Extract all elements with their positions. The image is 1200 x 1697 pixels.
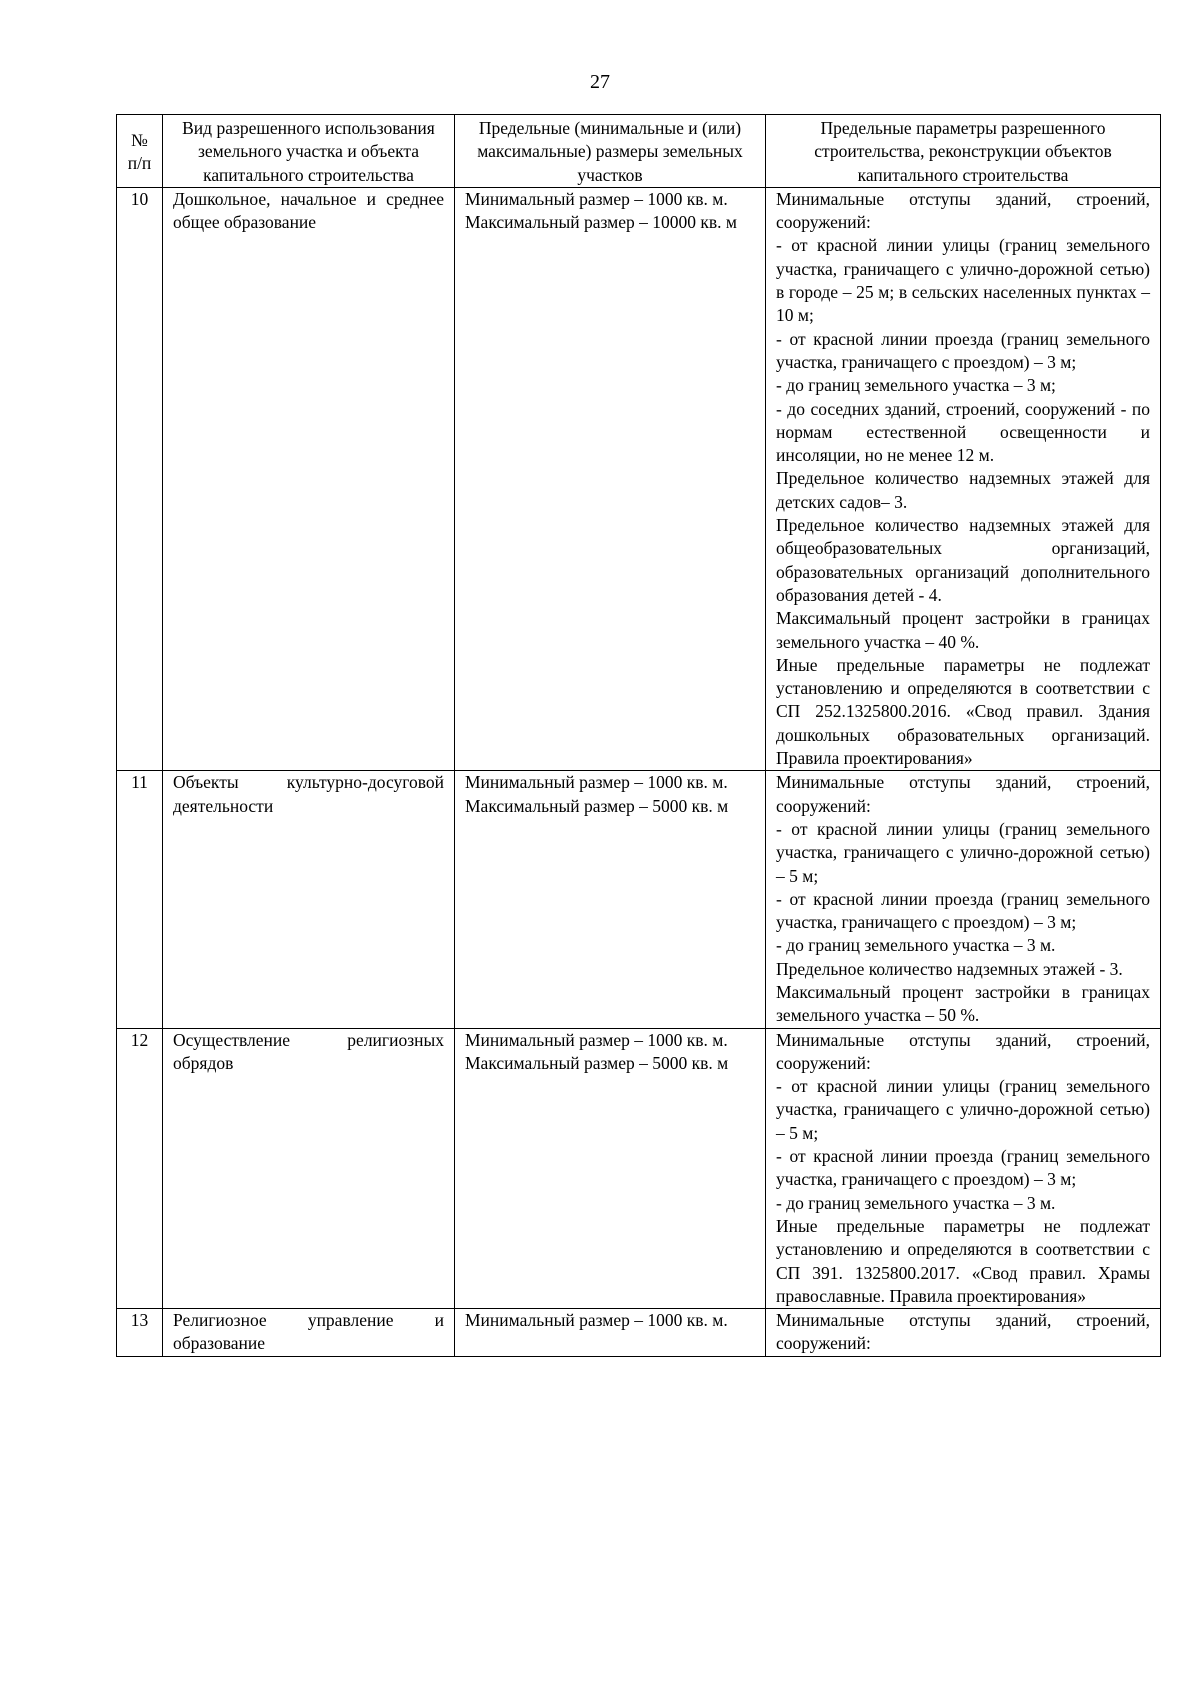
parameter-line: - от красной линии проезда (границ земельного участка, граничащего с проездом) – 3 м; <box>776 1146 1150 1190</box>
plot-size-line: Максимальный размер – 5000 кв. м <box>465 795 729 816</box>
header-parameters: Предельные параметры разрешенного строительства, реконструкции объектов капитального строительства <box>766 115 1161 188</box>
parameter-line: - от красной линии улицы (границ земельного участка, граничащего с улично-дорожной сетью) – 5 м; <box>776 1076 1150 1143</box>
parameter-line: - от красной линии улицы (границ земельного участка, граничащего с улично-дорожной сетью) – 5 м; <box>776 818 1150 886</box>
header-plot-sizes: Предельные (минимальные и (или) максимальные) размеры земельных участков <box>455 115 766 188</box>
parameter-line: Минимальные отступы зданий, строений, сооружений: <box>776 188 1150 233</box>
parameter-line: Минимальные отступы зданий, строений, сооружений: <box>776 772 1150 816</box>
row-use-type: Дошкольное, начальное и среднее общее образование <box>163 187 455 770</box>
plot-size-line: Минимальный размер – 1000 кв. м. <box>465 188 728 209</box>
header-use-type: Вид разрешенного использования земельного участка и объекта капитального строительства <box>163 115 455 188</box>
parameter-line: - от красной линии проезда (границ земельного участка, граничащего с проездом) – 3 м; <box>776 328 1150 372</box>
parameter-line: - от красной линии проезда (границ земельного участка, граничащего с проездом) – 3 м; <box>776 888 1150 933</box>
row-number: 10 <box>117 187 163 770</box>
row-use-type: Объекты культурно-досуговой деятельности <box>163 771 455 1028</box>
parameter-line: - до границ земельного участка – 3 м; <box>776 375 1056 396</box>
parameter-line: Предельное количество надземных этажей для детских садов– 3. <box>776 468 1150 512</box>
parameter-line: Предельное количество надземных этажей - 3. <box>776 958 1123 979</box>
plot-size-line: Максимальный размер – 10000 кв. м <box>465 212 737 233</box>
parameter-line: - до соседних зданий, строений, сооружений - по нормам естественной освещенности и инсоляции, но не менее 12 м. <box>776 398 1150 466</box>
row-plot-sizes <box>455 187 766 770</box>
row-parameters <box>766 187 1161 770</box>
table-row <box>117 1028 1161 1309</box>
row-plot-sizes <box>455 771 766 1028</box>
row-parameters <box>766 771 1161 1028</box>
parameter-line: Минимальные отступы зданий, строений, сооружений: <box>776 1029 1150 1073</box>
header-num: № п/п <box>117 115 163 188</box>
parameter-line: Предельное количество надземных этажей для общеобразовательных организаций, образовательных организаций дополнительного образования детей - 4. <box>776 515 1150 605</box>
row-use-type: Религиозное управление и образование <box>163 1309 455 1357</box>
parameter-line: - от красной линии улицы (границ земельного участка, граничащего с улично-дорожной сетью) в городе – 25 м; в сельских населенных пунктах – 10 м; <box>776 235 1150 326</box>
table-body <box>117 187 1161 1356</box>
page-number: 27 <box>590 71 610 93</box>
parameter-line: Иные предельные параметры не подлежат установлению и определяются в соответствии с СП 391. 1325800.2017. «Свод правил. Храмы православные. Правила проектирования» <box>776 1215 1150 1306</box>
plot-size-line: Минимальный размер – 1000 кв. м. <box>465 772 728 793</box>
parameter-line: Максимальный процент застройки в границах земельного участка – 50 %. <box>776 981 1150 1026</box>
row-plot-sizes <box>455 1028 766 1309</box>
row-number: 13 <box>117 1309 163 1357</box>
row-use-type: Осуществление религиозных обрядов <box>163 1028 455 1309</box>
plot-size-line: Минимальный размер – 1000 кв. м. <box>465 1310 728 1331</box>
parameter-line: - до границ земельного участка – 3 м. <box>776 1192 1056 1213</box>
parameter-line: Иные предельные параметры не подлежат установлению и определяются в соответствии с СП 252.1325800.2016. «Свод правил. Здания дошкольных образовательных организаций. Правила проектирования» <box>776 654 1150 769</box>
row-parameters <box>766 1309 1161 1357</box>
parameter-line: Минимальные отступы зданий, строений, сооружений: <box>776 1310 1150 1354</box>
regulations-table <box>116 114 1161 1357</box>
row-number: 12 <box>117 1028 163 1309</box>
plot-size-line: Минимальный размер – 1000 кв. м. <box>465 1029 728 1050</box>
table-row <box>117 771 1161 1028</box>
parameter-line: Максимальный процент застройки в границах земельного участка – 40 %. <box>776 608 1150 652</box>
row-plot-sizes <box>455 1309 766 1357</box>
table-row <box>117 187 1161 770</box>
row-parameters <box>766 1028 1161 1309</box>
plot-size-line: Максимальный размер – 5000 кв. м <box>465 1052 729 1073</box>
row-number: 11 <box>117 771 163 1028</box>
table-header-row <box>117 115 1161 188</box>
table-row <box>117 1309 1161 1357</box>
parameter-line: - до границ земельного участка – 3 м. <box>776 935 1056 956</box>
